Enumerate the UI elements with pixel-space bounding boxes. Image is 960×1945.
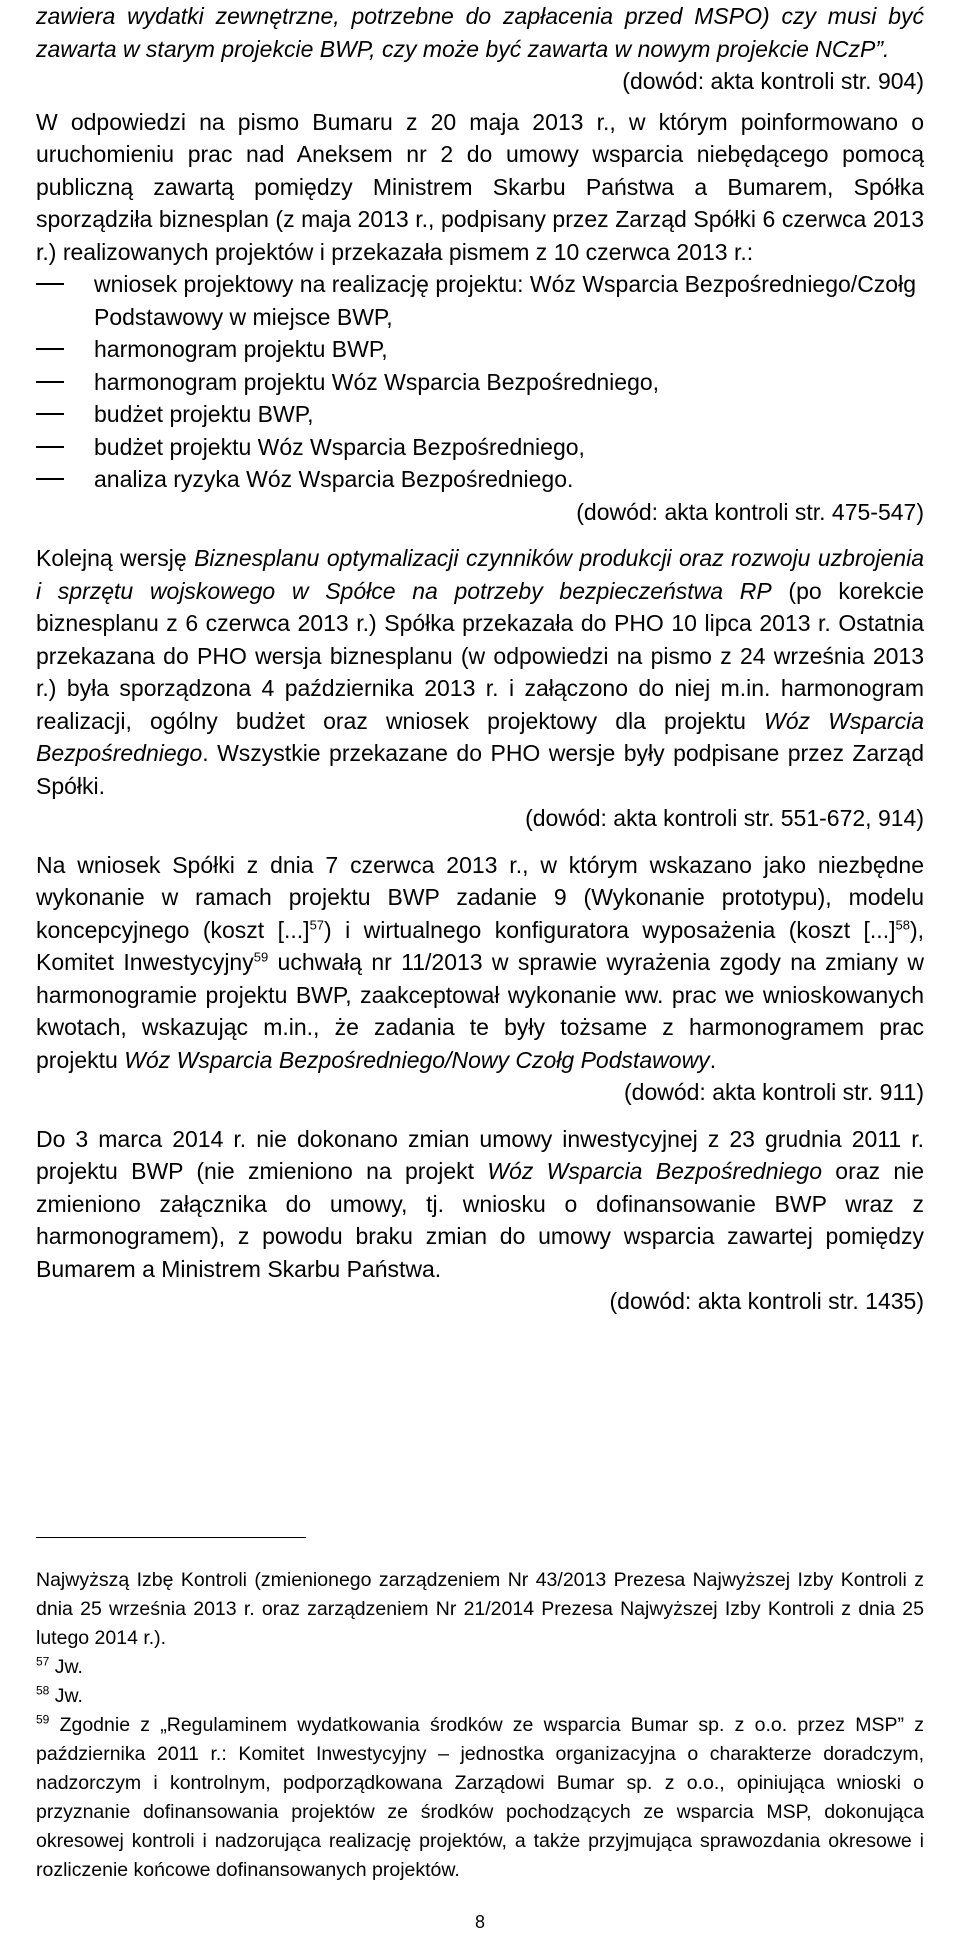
footnote-57: $^{57}$ Jw. <box>36 1654 83 1678</box>
page-number: 8 <box>474 1912 485 1932</box>
dash-bullet-icon <box>36 446 64 448</box>
paragraph-bumar-response: W odpowiedzi na pismo Bumaru z 20 maja 2013 r., w którym poinformowano o uruchomieniu prac nad Aneksem nr 2 do umowy wsparcia niebędącego pomocą publiczną zawartą pomiędzy Ministrem Skarbu Państwa a Bumarem, Spółka sporządziła biznesplan (z maja 2013 r., podpisany przez Zarząd Spółki 6 czerwca 2013 r.) realizowanych projektów i przekazała pismem z 10 czerwca 2013 r.: <box>36 108 924 265</box>
footnote-58: $^{58}$ Jw. <box>36 1683 83 1707</box>
dash-bullet-icon <box>36 381 64 383</box>
paragraph-continuation: zawiera wydatki zewnętrzne, potrzebne do zapłacenia przed MSPO) czy musi być zawarta w starym projekcie BWP, czy może być zawarta w nowym projekcie NCzP”. <box>36 3 924 62</box>
dash-bullet-icon <box>36 283 64 285</box>
footnote-ref-59: 59 <box>253 949 269 965</box>
footnotes-section <box>36 1566 924 1885</box>
paragraph-business-plan: Kolejną wersję Biznesplanu optymalizacji czynników produkcji oraz rozwoju uzbrojenia i sprzętu wojskowego w Spółce na potrzeby bezpieczeństwa RP (po korekcie biznesplanu z 6 czerwca 2013 r.) Spółka przekazała do PHO 10 lipca 2013 r. Ostatnia przekazana do PHO wersja biznesplanu (w odpowiedzi na pismo z 24 września 2013 r.) była sporządzona 4 października 2013 r. i załączono do niej m.in. harmonogram realizacji, ogólny budżet oraz wniosek projektowy dla projektu Wóz Wsparcia Bezpośredniego. Wszystkie przekazane do PHO wersje były podpisane przez Zarząd Spółki. <box>36 545 925 799</box>
evidence-citation: (dowód: akta kontroli str. 551-672, 914) <box>525 805 924 831</box>
list-item: harmonogram projektu BWP, <box>36 333 924 366</box>
documents-list <box>36 268 924 496</box>
evidence-citation: (dowód: akta kontroli str. 475-547) <box>576 498 924 525</box>
document-body <box>36 0 924 1318</box>
footnote-ref-57: 57 <box>309 916 325 932</box>
paragraph-investment-committee: Na wniosek Spółki z dnia 7 czerwca 2013 r., w którym wskazano jako niezbędne wykonanie w ramach projektu BWP zadanie 9 (Wykonanie prototypu), modelu koncepcyjnego (koszt [...]$^{57}$) i wirtualnego konfiguratora wyposażenia (koszt [...]$^{58}$), Komitet Inwestycyjny$^{59}$ uchwałą nr 11/2013 w sprawie wyrażenia zgody na zmiany w harmonogramie projektu BWP, zaakceptował wykonanie ww. prac we wnioskowanych kwotach, wskazując m.in., że zadania te były tożsame z harmonogramem prac projektu Wóz Wsparcia Bezpośredniego/Nowy Czołg Podstawowy. <box>36 851 925 1073</box>
dash-bullet-icon <box>36 348 64 350</box>
footnote-divider <box>36 1537 306 1538</box>
dash-bullet-icon <box>36 478 64 480</box>
footnote-59: $^{59}$ Zgodnie z „Regulaminem wydatkowania środków ze wsparcia Bumar sp. z o.o. przez MSP” z października 2011 r.: Komitet Inwestycyjny – jednostka organizacyjna o charakterze doradczym, nadzorczym i kontrolnym, podporządkowana Zarządowi Bumar sp. z o.o., opiniująca wnioski o przyznanie dofinansowania projektów ze środków pochodzących ze wsparcia MSP, dokonująca okresowej kontroli i nadzorująca realizację projektów, a także przyjmująca sprawozdania okresowe i rozliczenie końcowe dofinansowanych projektów. <box>36 1712 924 1881</box>
footnote-ref-58: 58 <box>895 916 910 932</box>
paragraph-contract-changes: Do 3 marca 2014 r. nie dokonano zmian umowy inwestycyjnej z 23 grudnia 2011 r. projektu BWP (nie zmieniono na projekt Wóz Wsparcia Bezpośredniego oraz nie zmieniono załącznika do umowy, tj. wniosku o dofinansowanie BWP wraz z harmonogramem), z powodu braku zmian do umowy wsparcia zawartej pomiędzy Bumarem a Ministrem Skarbu Państwa. <box>36 1125 925 1282</box>
evidence-citation: (dowód: akta kontroli str. 1435) <box>609 1288 924 1314</box>
evidence-citation: (dowód: akta kontroli str. 904) <box>622 68 924 94</box>
list-item: budżet projektu Wóz Wsparcia Bezpośredniego, <box>36 431 924 464</box>
list-item: budżet projektu BWP, <box>36 398 924 431</box>
evidence-citation: (dowód: akta kontroli str. 911) <box>624 1079 924 1105</box>
list-item: wniosek projektowy na realizację projektu: Wóz Wsparcia Bezpośredniego/Czołg Podstawowy w miejsce BWP, <box>36 268 924 333</box>
list-item: analiza ryzyka Wóz Wsparcia Bezpośredniego. <box>36 463 924 496</box>
footnote-continuation: Najwyższą Izbę Kontroli (zmienionego zarządzeniem Nr 43/2013 Prezesa Najwyższej Izby Kontroli z dnia 25 września 2013 r. oraz zarządzeniem Nr 21/2014 Prezesa Najwyższej Izby Kontroli z dnia 25 lutego 2014 r.). <box>36 1569 924 1649</box>
list-item: harmonogram projektu Wóz Wsparcia Bezpośredniego, <box>36 366 924 399</box>
dash-bullet-icon <box>36 413 64 415</box>
